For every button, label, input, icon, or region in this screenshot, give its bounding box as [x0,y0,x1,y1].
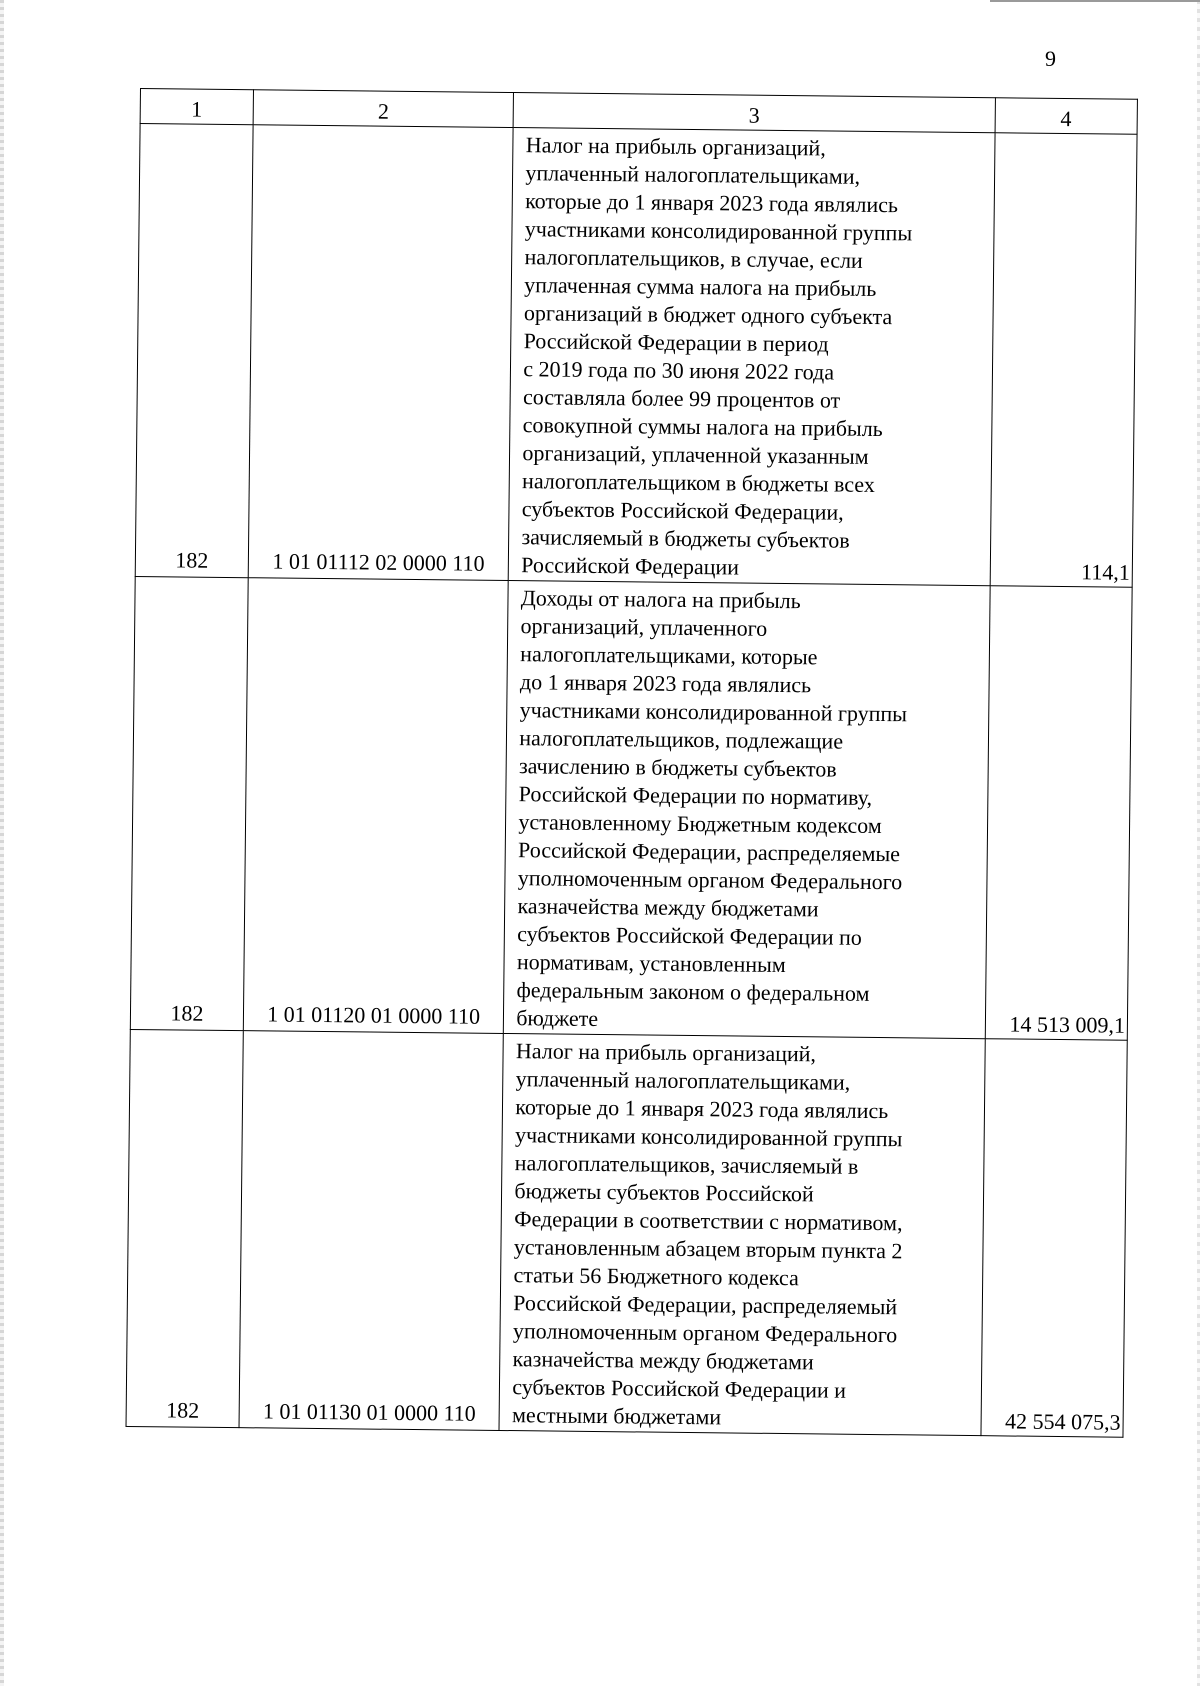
description-cell [504,581,990,1039]
description-cell [509,128,995,586]
description-line: организаций, уплаченной указанным [522,440,869,469]
description-line: субъектов Российской Федерации и [512,1374,847,1403]
description-line: уполномоченным органом Федерального [517,865,903,895]
description-line: участниками консолидированной группы [519,697,908,727]
description-line: налогоплательщиков, подлежащие [519,725,844,754]
table-row [130,576,1132,1040]
description-line: организаций, уплаченного [520,613,768,641]
description-line: уплаченный налогоплательщиками, [525,160,861,189]
description-line: субъектов Российской Федерации по [517,921,863,950]
description-line: зачисляемый в бюджеты субъектов [521,524,850,553]
header-col-4: 4 [995,98,1138,135]
description-line: Российской Федерации по нормативу, [518,781,873,810]
description-line: Российской Федерации [521,552,740,580]
description-line: Российской Федерации, распределяемый [513,1290,898,1320]
header-col-3: 3 [513,93,995,133]
budget-code-cell: 1 01 01112 02 0000 110 [248,125,513,581]
description-line: налогоплательщиков, в случае, если [524,244,863,273]
table-row [126,1029,1127,1437]
budget-code-cell: 1 01 01120 01 0000 110 [243,578,508,1034]
description-line: Российской Федерации, распределяемые [518,837,901,867]
description-line: зачислению в бюджеты субъектов [518,753,837,782]
admin-code-cell: 182 [126,1029,243,1427]
header-col-1: 1 [140,89,253,125]
description-line: субъектов Российской Федерации, [521,496,844,525]
description-line: налогоплательщиков, зачисляемый в [514,1150,859,1179]
description-line: Доходы от налога на прибыль [520,585,801,614]
amount-cell: 14 513 009,1 [985,586,1132,1041]
description-line: Налог на прибыль организаций, [525,132,826,161]
admin-code-cell: 182 [135,124,253,578]
description-line: которые до 1 января 2023 года являлись [515,1094,889,1124]
table-row [135,124,1137,588]
description-line: которые до 1 января 2023 года являлись [525,188,899,218]
description-line: уплаченная сумма налога на прибыль [524,272,877,301]
description-cell [499,1033,984,1435]
description-line: установленным абзацем вторым пункта 2 [513,1234,903,1264]
amount-cell: 114,1 [990,133,1137,588]
description-line: налогоплательщиками, которые [520,641,818,670]
description-line: составляла более 99 процентов от [522,384,841,413]
description-line: участниками консолидированной группы [514,1122,903,1152]
description-line: с 2019 года по 30 июня 2022 года [523,356,835,385]
description-line: нормативам, установленным [516,949,786,978]
revenue-table [126,88,1138,1438]
description-line: местными бюджетами [511,1402,722,1430]
budget-code-cell: 1 01 01130 01 0000 110 [239,1031,504,1431]
description-line: бюджеты субъектов Российской [514,1178,814,1207]
description-line: Налог на прибыль организаций, [515,1038,817,1067]
description-line: бюджете [516,1005,599,1032]
description-line: казначейства между бюджетами [517,893,819,922]
description-line: федеральным законом о федеральном [516,977,870,1006]
description-line: организаций в бюджет одного субъекта [523,300,893,330]
description-line: уполномоченным органом Федерального [512,1318,898,1348]
description-line: казначейства между бюджетами [512,1346,814,1375]
header-col-2: 2 [253,90,514,128]
description-line: участниками консолидированной группы [524,216,913,246]
scan-edge-left [0,0,4,1686]
description-line: статьи 56 Бюджетного кодекса [513,1262,799,1291]
description-line: уплаченный налогоплательщиками, [515,1066,851,1095]
page-number: 9 [1045,46,1056,71]
description-line: до 1 января 2023 года являлись [519,669,812,698]
description-line: Федерации в соответствии с нормативом, [514,1206,903,1236]
amount-cell: 42 554 075,3 [981,1039,1128,1438]
description-line: установленному Бюджетным кодексом [518,809,882,839]
scan-edge-top [990,0,1200,2]
admin-code-cell: 182 [130,576,248,1030]
description-line: совокупной суммы налога на прибыль [522,412,883,442]
description-line: Российской Федерации в период [523,328,829,357]
description-line: налогоплательщиком в бюджеты всех [521,468,875,497]
